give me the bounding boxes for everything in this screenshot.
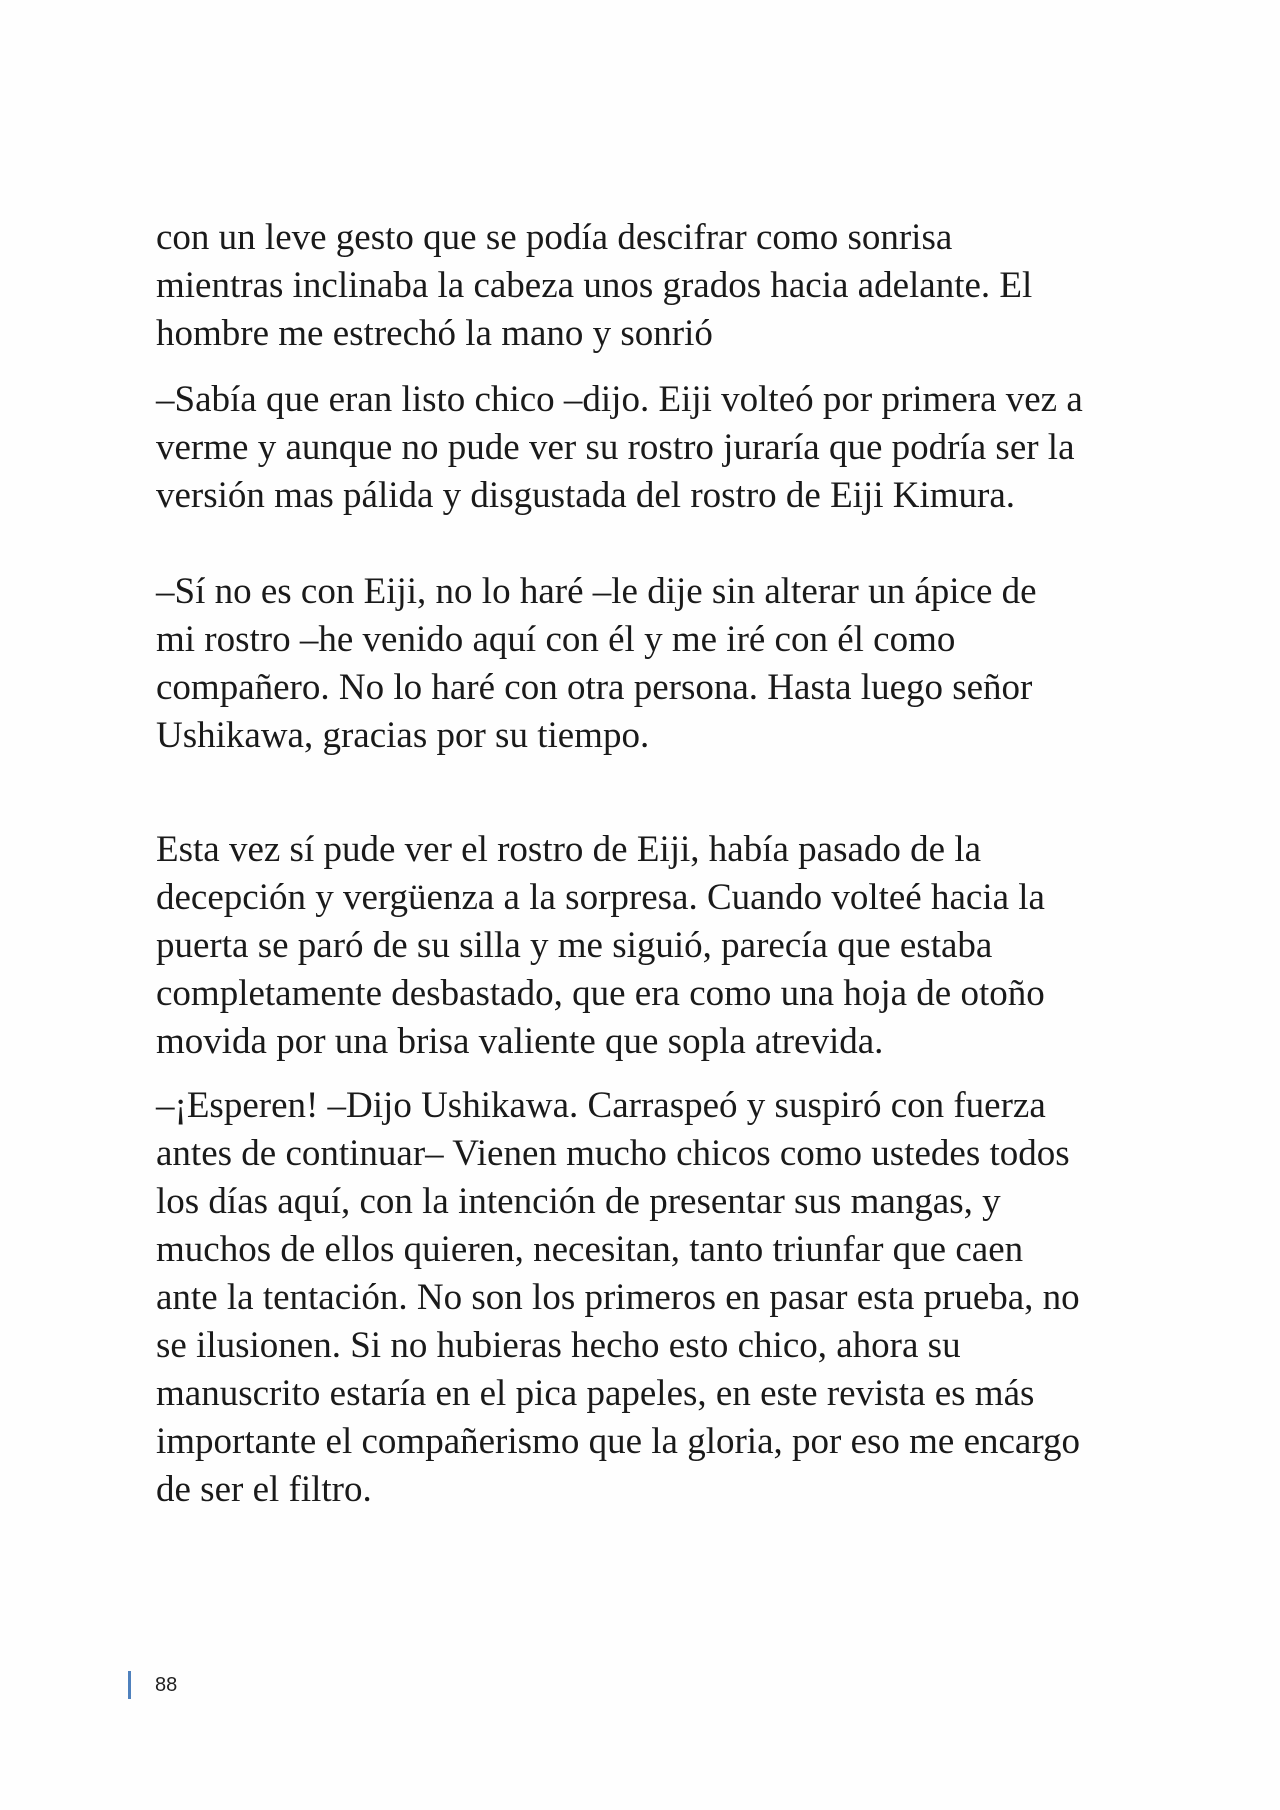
paragraph-5 (156, 1082, 1136, 1514)
paragraph-line: compañero. No lo haré con otra persona. Hasta luego señor (156, 667, 1033, 708)
paragraph-1 (156, 214, 1136, 358)
paragraph-line: movida por una brisa valiente que sopla atrevida. (156, 1021, 884, 1062)
paragraph-line: –¡Esperen! –Dijo Ushikawa. Carraspeó y suspiró con fuerza (156, 1085, 1046, 1126)
paragraph-2 (156, 376, 1136, 520)
paragraph-line: de ser el filtro. (156, 1469, 372, 1510)
paragraph-line: –Sabía que eran listo chico –dijo. Eiji volteó por primera vez a (156, 379, 1083, 420)
paragraph-line: hombre me estrechó la mano y sonrió (156, 313, 713, 354)
paragraph-3 (156, 568, 1136, 760)
footer-accent-bar (128, 1671, 131, 1699)
paragraph-line: con un leve gesto que se podía descifrar como sonrisa (156, 217, 953, 258)
paragraph-line: puerta se paró de su silla y me siguió, parecía que estaba (156, 925, 993, 966)
paragraph-line: antes de continuar– Vienen mucho chicos como ustedes todos (156, 1133, 1070, 1174)
paragraph-line: Esta vez sí pude ver el rostro de Eiji, había pasado de la (156, 829, 982, 870)
page-footer (128, 1671, 177, 1699)
paragraph-line: verme y aunque no pude ver su rostro juraría que podría ser la (156, 427, 1075, 468)
paragraph-line: ante la tentación. No son los primeros en pasar esta prueba, no (156, 1277, 1080, 1318)
paragraph-line: los días aquí, con la intención de presentar sus mangas, y (156, 1181, 1001, 1222)
paragraph-line: mientras inclinaba la cabeza unos grados hacia adelante. El (156, 265, 1033, 306)
paragraph-line: importante el compañerismo que la gloria, por eso me encargo (156, 1421, 1081, 1462)
page-number: 88 (155, 1673, 178, 1696)
paragraph-line: muchos de ellos quieren, necesitan, tanto triunfar que caen (156, 1229, 1024, 1270)
paragraph-line: completamente desbastado, que era como una hoja de otoño (156, 973, 1045, 1014)
paragraph-line: Ushikawa, gracias por su tiempo. (156, 715, 650, 756)
paragraph-4 (156, 826, 1136, 1066)
paragraph-line: se ilusionen. Si no hubieras hecho esto chico, ahora su (156, 1325, 961, 1366)
paragraph-line: versión mas pálida y disgustada del rostro de Eiji Kimura. (156, 475, 1016, 516)
paragraph-line: mi rostro –he venido aquí con él y me iré con él como (156, 619, 956, 660)
paragraph-line: manuscrito estaría en el pica papeles, en este revista es más (156, 1373, 1035, 1414)
paragraph-line: –Sí no es con Eiji, no lo haré –le dije sin alterar un ápice de (156, 571, 1037, 612)
paragraph-line: decepción y vergüenza a la sorpresa. Cuando volteé hacia la (156, 877, 1045, 918)
